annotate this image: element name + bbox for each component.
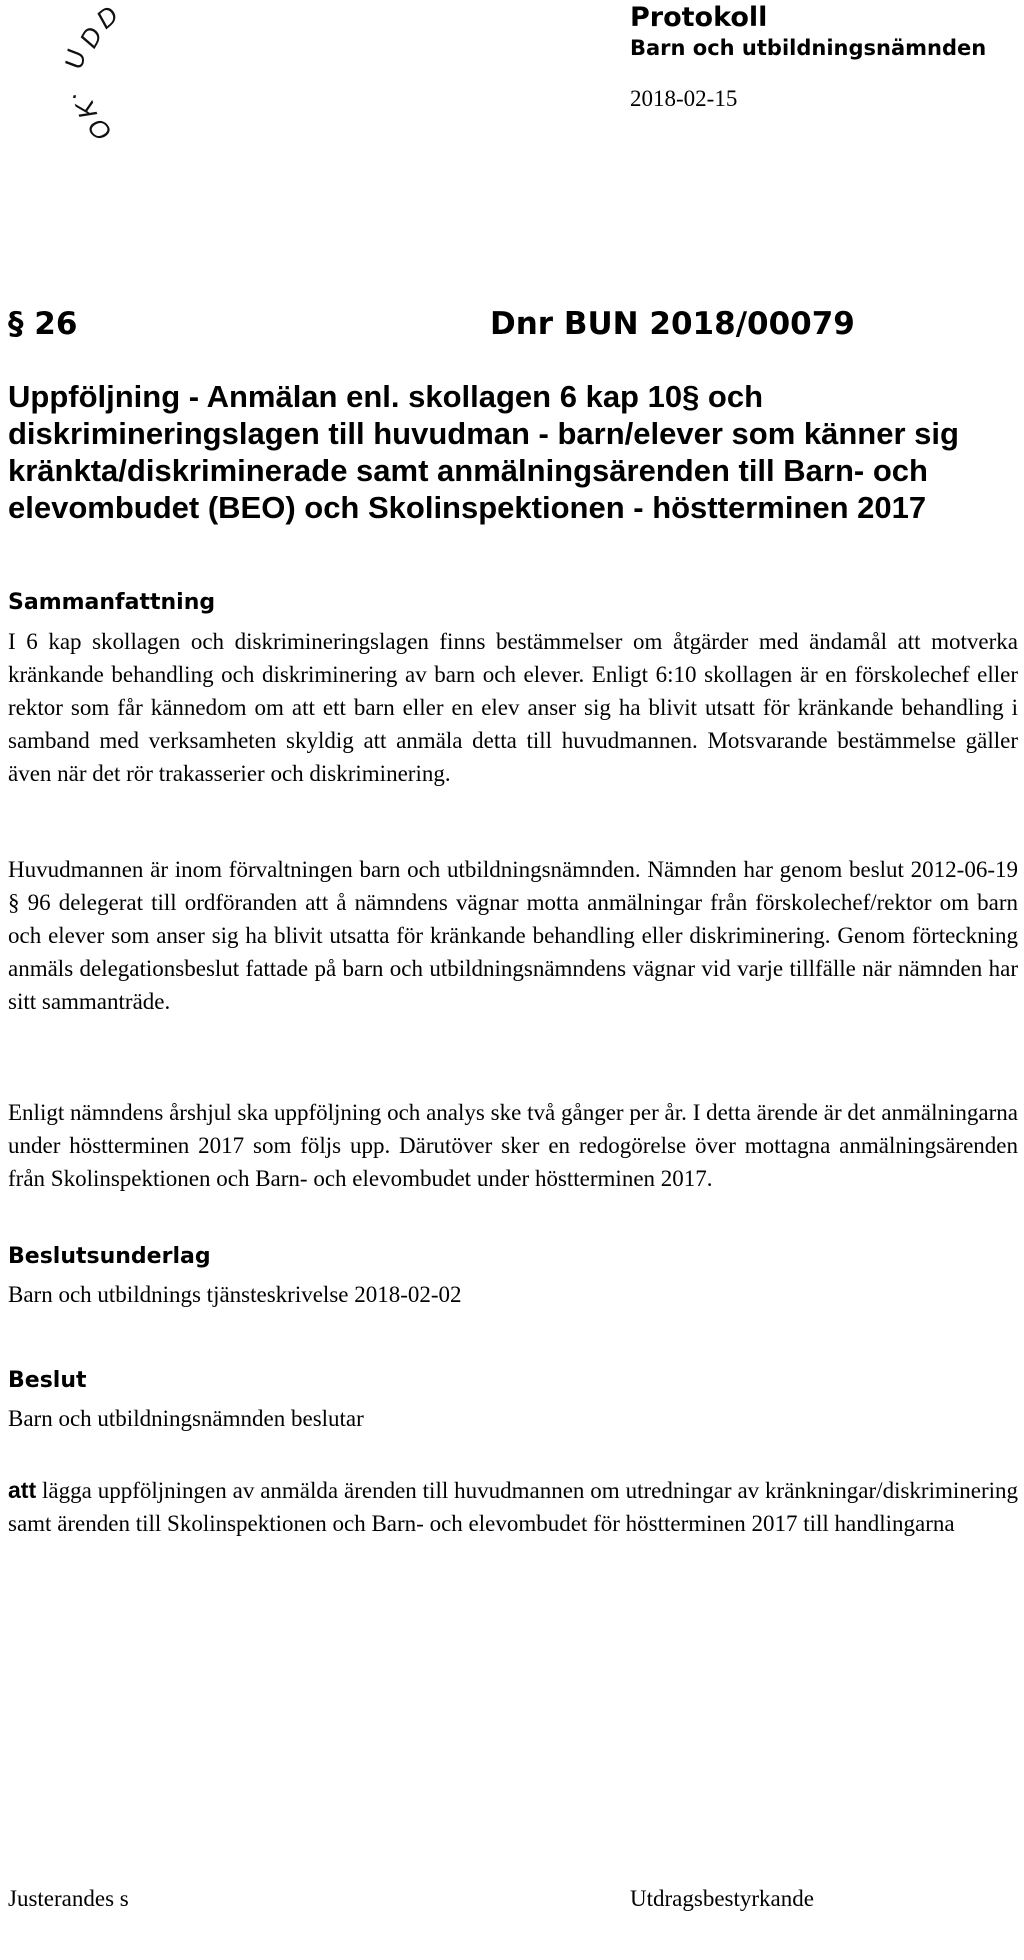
basis-heading: Beslutsunderlag <box>8 1244 211 1269</box>
header-subtitle: Barn och utbildningsnämnden <box>630 36 987 60</box>
paragraph-number: § 26 <box>8 306 78 342</box>
summary-paragraph: Huvudmannen är inom förvaltningen barn och utbildningsnämnden. Nämnden har genom beslut 2012-06-19 § 96 delegerat till ordföranden att å nämndens vägnar motta anmälningar från förskolechef/rektor om barn och elever som anser sig ha blivit utsatta för kränkande behandling eller diskriminering. Genom förteckning anmäls delegationsbeslut fattade på barn och utbildningsnämndens vägnar vid varje tillfälle när nämnden har sitt sammanträde. <box>8 857 1018 1014</box>
summary-paragraph: Enligt nämndens årshjul ska uppföljning och analys ske två gånger per år. I detta ärende är det anmälningarna under höstterminen 2017 som följs upp. Därutöver sker en redogörelse över mottagna anmälningsärenden från Skolinspektionen och Barn- och elevombudet under höstterminen 2017. <box>8 1100 1018 1191</box>
section-title: Uppföljning - Anmälan enl. skollagen 6 kap 10§ och diskrimineringslagen till huvudman - barn/elever som känner sig kränkta/diskriminerade samt anmälningsärenden till Barn- och elevombudet (BEO) och Skolinspektionen - höstterminen 2017 <box>8 379 959 525</box>
header-title: Protokoll <box>630 2 768 33</box>
basis-text: Barn och utbildnings tjänsteskrivelse 2018-02-02 <box>8 1282 462 1307</box>
decision-att <box>8 1474 1018 1540</box>
summary-body-2 <box>8 853 1018 1018</box>
att-label: att <box>8 1477 37 1503</box>
stamp-char: O <box>81 112 118 148</box>
stamp-char: U <box>58 47 92 72</box>
footer-left: Justerandes s <box>8 1886 129 1911</box>
summary-heading: Sammanfattning <box>8 590 216 615</box>
stamp-char: K <box>69 96 104 123</box>
footer-right: Utdragsbestyrkande <box>630 1886 814 1911</box>
stamp-initials <box>22 0 124 150</box>
summary-paragraph: I 6 kap skollagen och diskrimineringslagen finns bestämmelser om åtgärder med ändamål att motverka kränkande behandling och diskriminering av barn och elever. Enligt 6:10 skollagen är en förskolechef eller rektor som får kännedom om att ett barn eller en elev anser sig ha blivit utsatt för kränkande behandling i samband med verksamheten skyldig att anmäla detta till huvudmannen. Motsvarande bestämmelse gäller även när det rör trakasserier och diskriminering. <box>8 629 1018 786</box>
summary-body-3 <box>8 1096 1018 1195</box>
decision-heading: Beslut <box>8 1368 87 1393</box>
att-text: lägga uppföljningen av anmälda ärenden till huvudmannen om utredningar av kränkningar/diskriminering samt ärenden till Skolinspektionen och Barn- och elevombudet för höstterminen 2017 till handlingarna <box>8 1478 1018 1536</box>
header-date: 2018-02-15 <box>630 86 738 111</box>
case-number: Dnr BUN 2018/00079 <box>490 306 855 342</box>
stamp-char: . <box>72 74 80 104</box>
decision-intro: Barn och utbildningsnämnden beslutar <box>8 1406 364 1431</box>
stamp-char: D <box>90 0 124 35</box>
stamp-char: D <box>73 21 109 53</box>
summary-body <box>8 625 1018 790</box>
